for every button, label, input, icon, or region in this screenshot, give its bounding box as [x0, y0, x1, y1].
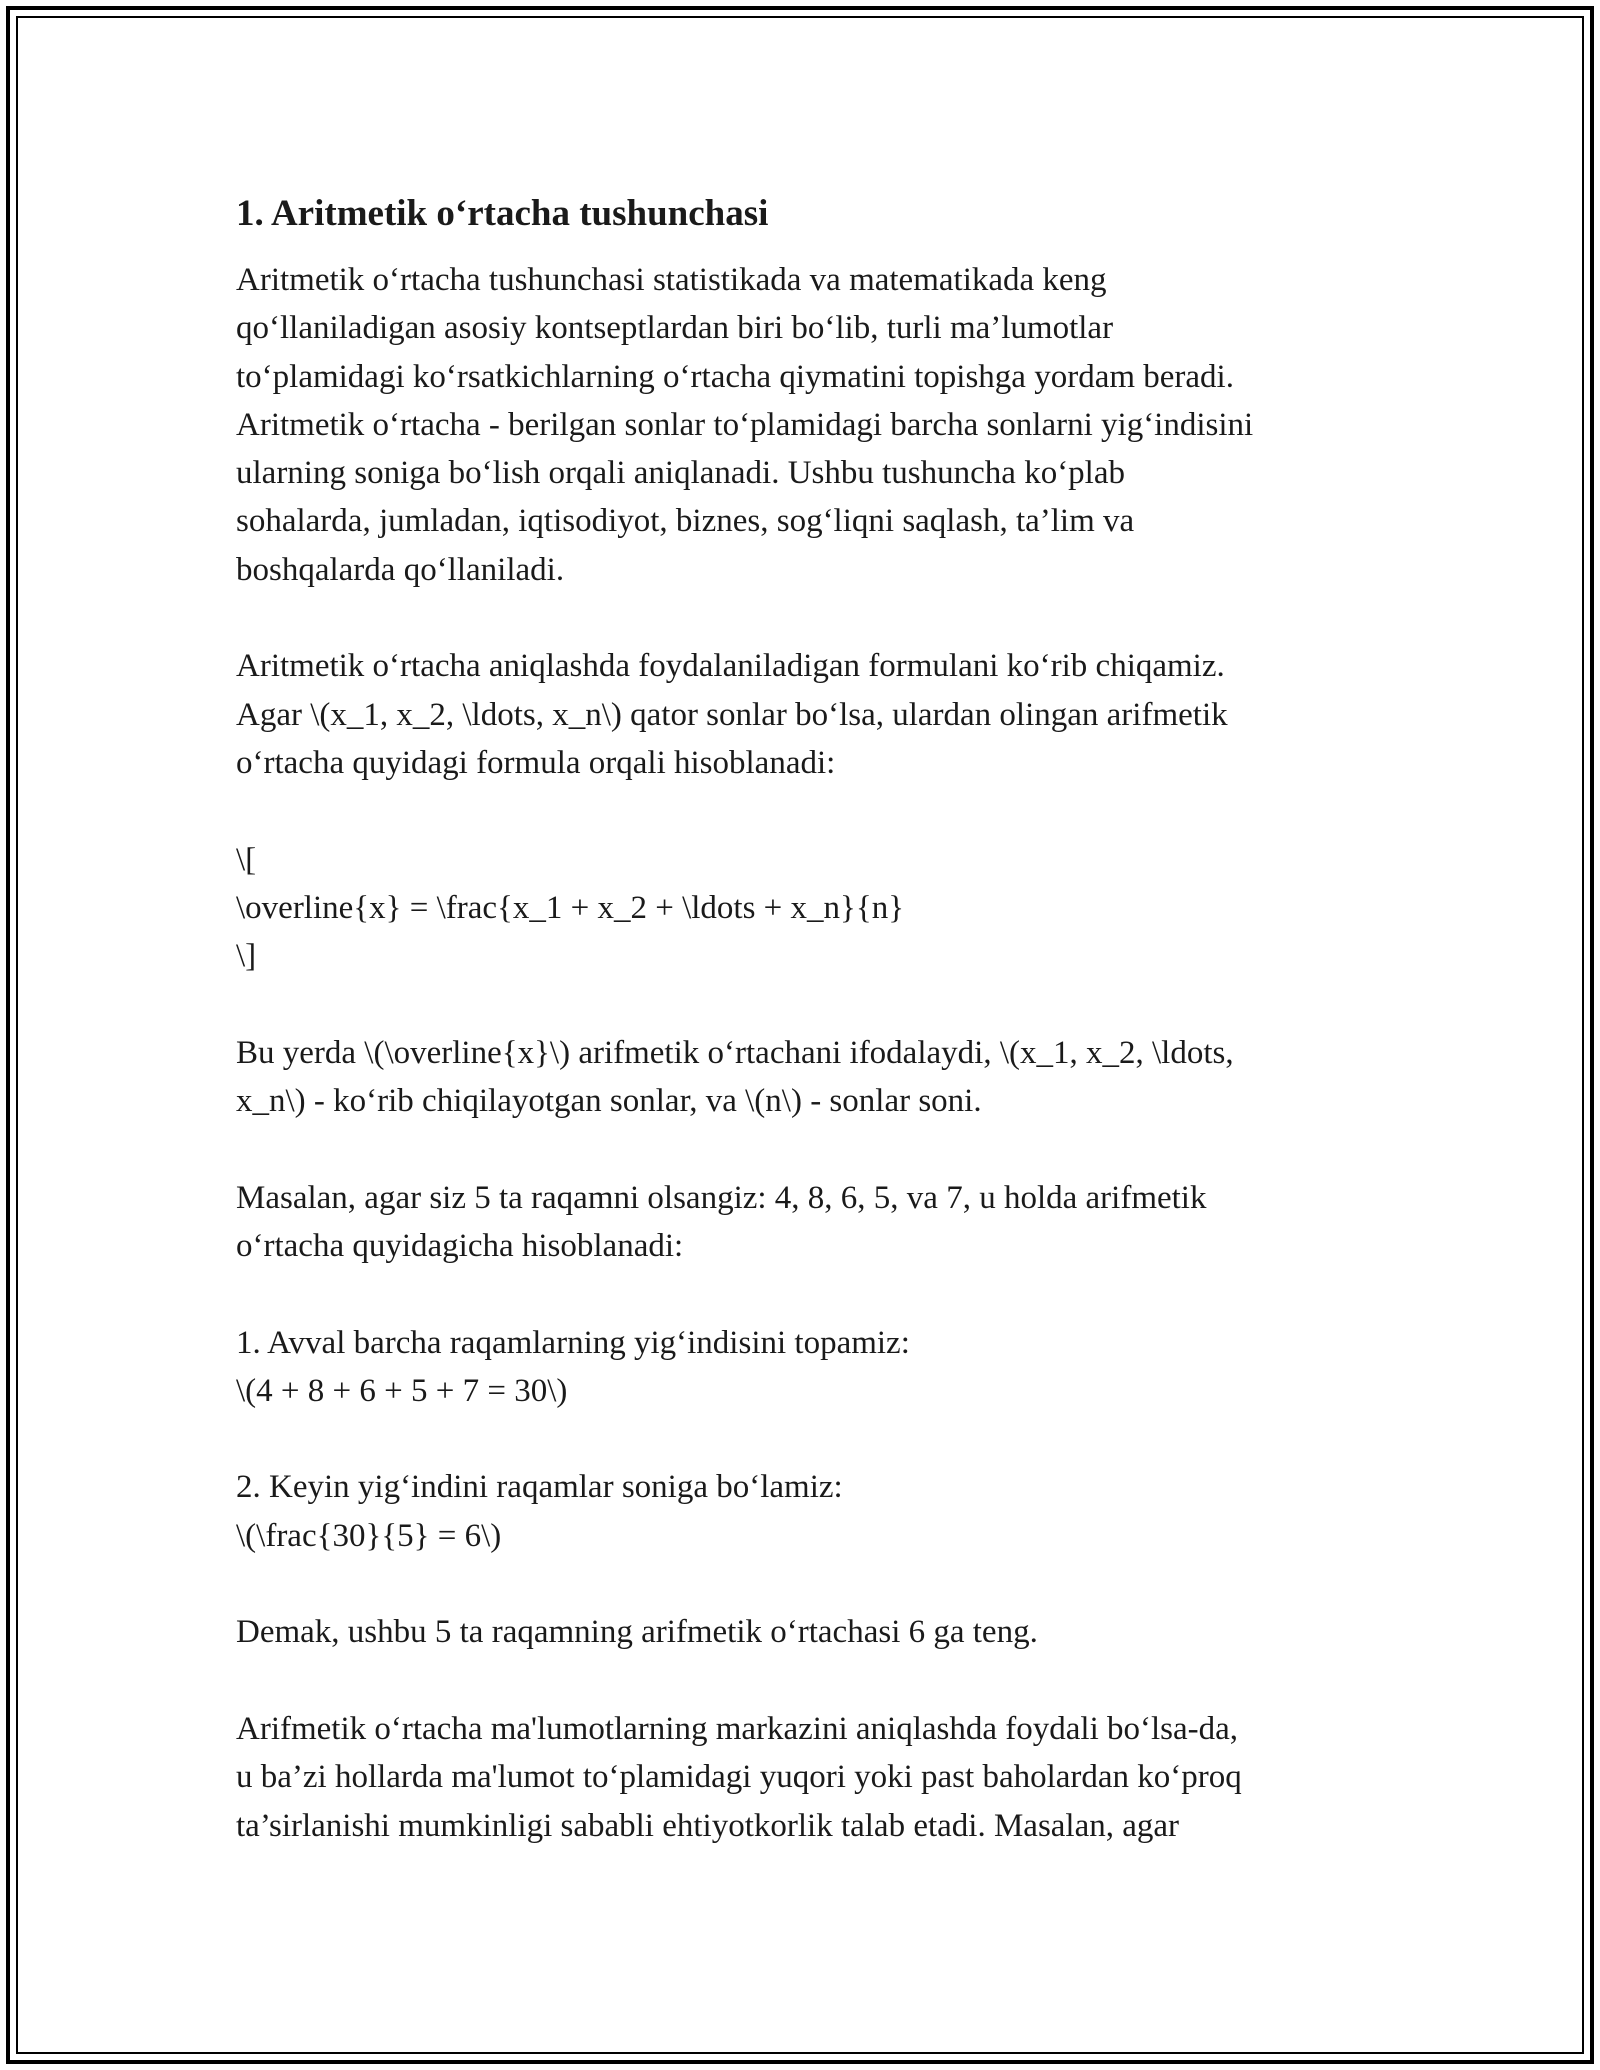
- text-line: 1. Avval barcha raqamlarning yig‘indisini topamiz:: [236, 1324, 910, 1361]
- text-line: u ba’zi hollarda ma'lumot to‘plamidagi yuqori yoki past baholardan ko‘proq: [236, 1759, 1242, 1796]
- blank-line: [236, 594, 1386, 642]
- blank-line: [236, 980, 1386, 1028]
- text-line: to‘plamidagi ko‘rsatkichlarning o‘rtacha qiymatini topishga yordam beradi.: [236, 358, 1234, 395]
- text-line: Aritmetik o‘rtacha - berilgan sonlar to‘plamidagi barcha sonlarni yig‘indisini: [236, 406, 1254, 443]
- blank-line: [236, 1270, 1386, 1318]
- text-line: Bu yerda \(\overline{x}\) arifmetik o‘rtachani ifodalaydi, \(x_1, x_2, \ldots,: [236, 1034, 1234, 1071]
- text-line: Agar \(x_1, x_2, \ldots, x_n\) qator sonlar bo‘lsa, ulardan olingan arifmetik: [236, 696, 1228, 733]
- text-line: Arifmetik o‘rtacha ma'lumotlarning markazini aniqlashda foydali bo‘lsa-da,: [236, 1710, 1239, 1747]
- text-line: ularning soniga bo‘lish orqali aniqlanadi. Ushbu tushuncha ko‘plab: [236, 455, 1126, 492]
- blank-line: [236, 1560, 1386, 1608]
- text-line: \]: [236, 938, 257, 975]
- text-line: \(\frac{30}{5} = 6\): [236, 1517, 502, 1554]
- text-line: o‘rtacha quyidagicha hisoblanadi:: [236, 1227, 684, 1264]
- text-line: Aritmetik o‘rtacha aniqlashda foydalaniladigan formulani ko‘rib chiqamiz.: [236, 648, 1225, 685]
- text-line: Aritmetik o‘rtacha tushunchasi statistikada va matematikada keng: [236, 262, 1107, 298]
- section-heading: 1. Aritmetik o‘rtacha tushunchasi: [236, 193, 769, 234]
- text-line: boshqalarda qo‘llaniladi.: [236, 551, 565, 588]
- text-line: \[: [236, 841, 257, 878]
- text-line: Masalan, agar siz 5 ta raqamni olsangiz: 4, 8, 6, 5, va 7, u holda arifmetik: [236, 1179, 1207, 1216]
- text-line: sohalarda, jumladan, iqtisodiyot, biznes, sog‘liqni saqlash, ta’lim va: [236, 503, 1135, 540]
- text-line: \(4 + 8 + 6 + 5 + 7 = 30\): [236, 1372, 568, 1409]
- text-line: qo‘llaniladigan asosiy kontseptlardan biri bo‘lib, turli ma’lumotlar: [236, 310, 1114, 347]
- text-line: Demak, ushbu 5 ta raqamning arifmetik o‘rtachasi 6 ga teng.: [236, 1614, 1038, 1651]
- text-line: 2. Keyin yig‘indini raqamlar soniga bo‘lamiz:: [236, 1469, 843, 1506]
- blank-line: [236, 1125, 1386, 1173]
- document-body: [236, 186, 1386, 1850]
- blank-line: [236, 1415, 1386, 1463]
- text-line: \overline{x} = \frac{x_1 + x_2 + \ldots + x_n}{n}: [236, 889, 905, 926]
- text-line: ta’sirlanishi mumkinligi sababli ehtiyotkorlik talab etadi. Masalan, agar: [236, 1807, 1180, 1844]
- text-line: o‘rtacha quyidagi formula orqali hisoblanadi:: [236, 744, 836, 781]
- text-line: x_n\) - ko‘rib chiqilayotgan sonlar, va \(n\) - sonlar soni.: [236, 1083, 982, 1120]
- blank-line: [236, 1657, 1386, 1705]
- blank-line: [236, 787, 1386, 835]
- paragraph-lines: [236, 256, 1386, 1850]
